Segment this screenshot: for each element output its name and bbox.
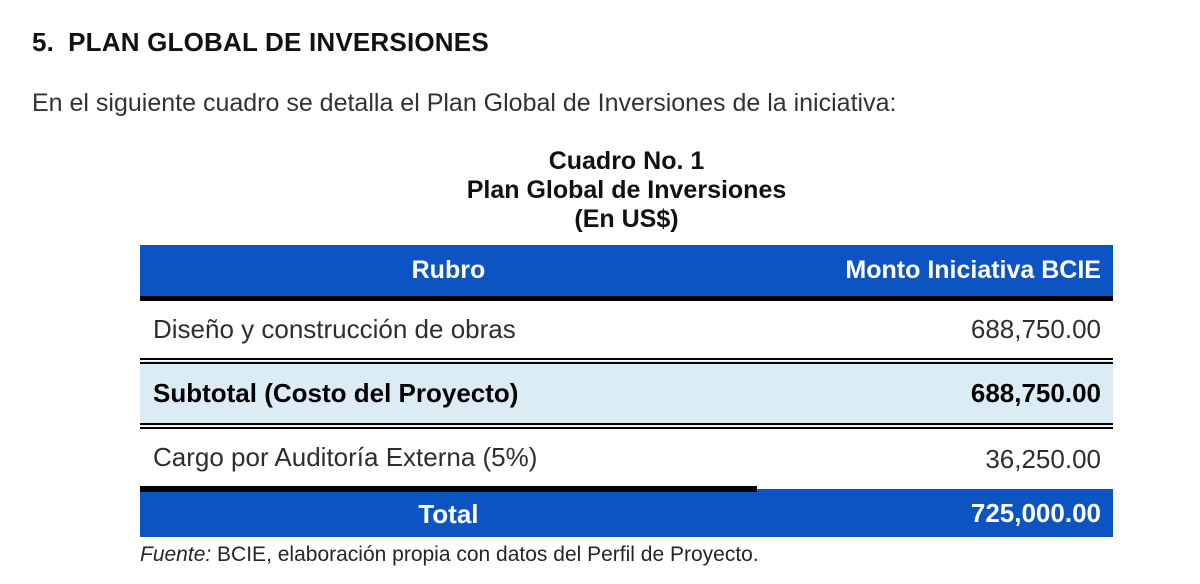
source-note: [140, 543, 1200, 567]
row-label: Diseño y construcción de obras: [140, 299, 757, 362]
caption-table-title: Plan Global de Inversiones: [466, 176, 787, 204]
column-header-monto: Monto Iniciativa BCIE: [757, 245, 1113, 299]
table-row: [140, 426, 1113, 489]
section-heading: [0, 0, 1200, 58]
table-row: [140, 299, 1113, 362]
row-label: Total: [140, 489, 757, 537]
row-amount: 688,750.00: [757, 299, 1113, 362]
investment-plan-table: [140, 245, 1113, 537]
caption-currency-unit: (En US$): [574, 205, 679, 233]
source-note-text: BCIE, elaboración propia con datos del Perfil de Proyecto.: [211, 543, 759, 566]
section-number: 5.: [32, 27, 55, 57]
column-header-rubro: Rubro: [140, 245, 757, 299]
row-amount: 688,750.00: [757, 361, 1113, 426]
section-title: PLAN GLOBAL DE INVERSIONES: [68, 27, 489, 57]
table-row-total: [140, 489, 1113, 537]
table-row-subtotal: [140, 361, 1113, 426]
intro-paragraph: En el siguiente cuadro se detalla el Plan Global de Inversiones de la iniciativa:: [32, 89, 897, 117]
table-header-row: [140, 245, 1113, 299]
caption-table-number: Cuadro No. 1: [548, 147, 705, 175]
row-label: Subtotal (Costo del Proyecto): [140, 361, 757, 426]
row-amount: 725,000.00: [757, 489, 1113, 537]
row-label: Cargo por Auditoría Externa (5%): [153, 442, 538, 472]
source-note-prefix: Fuente:: [140, 543, 212, 566]
row-amount: 36,250.00: [985, 443, 1101, 474]
table-caption: [140, 147, 1113, 234]
